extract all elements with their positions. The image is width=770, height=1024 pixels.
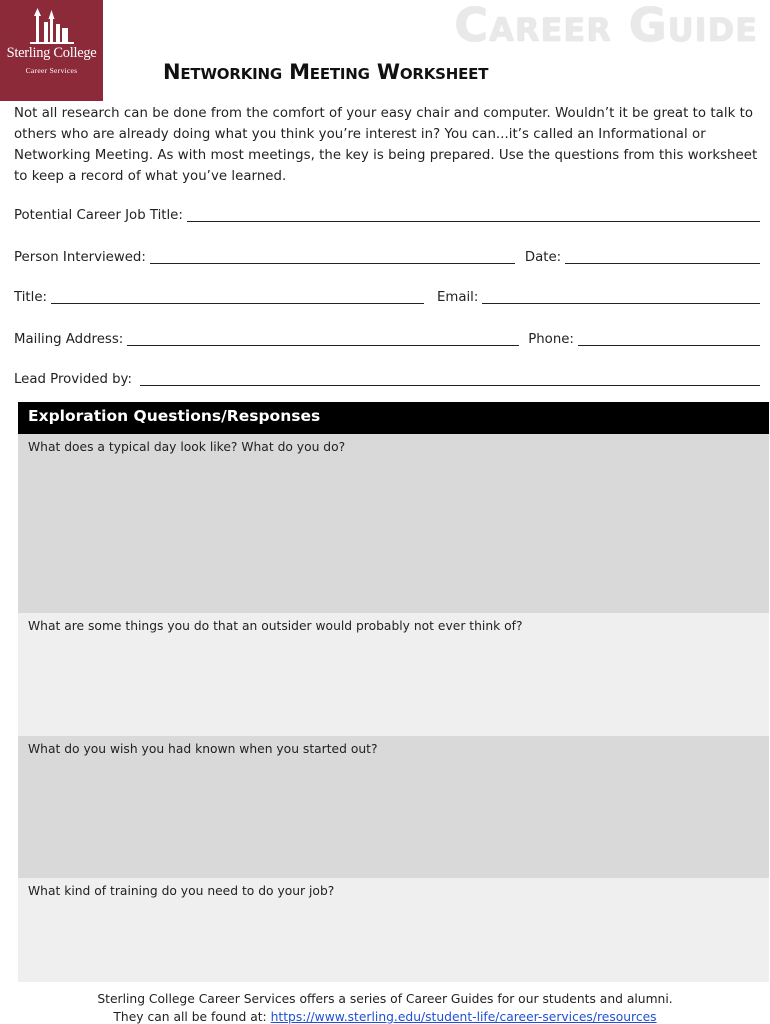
- title-field[interactable]: [51, 290, 424, 304]
- date-label: Date:: [524, 250, 562, 265]
- address-phone-row: [14, 329, 760, 349]
- question-response-box[interactable]: [18, 736, 769, 878]
- sterling-college-logo: [0, 0, 103, 101]
- person-date-row: [14, 247, 760, 267]
- lead-row: [14, 369, 760, 389]
- footer: [0, 990, 770, 1024]
- person-interviewed-field[interactable]: [150, 250, 515, 264]
- page-title: Networking Meeting Worksheet: [163, 60, 489, 84]
- question-response-box[interactable]: [18, 434, 769, 613]
- logo-services: Career Services: [25, 66, 78, 75]
- questions-header: Exploration Questions/Responses: [18, 402, 769, 434]
- email-label: Email:: [436, 290, 479, 305]
- footer-prefix: They can all be found at:: [113, 1010, 271, 1024]
- mailing-address-label: Mailing Address:: [14, 332, 124, 347]
- college-building-icon: [28, 8, 76, 46]
- footer-line-2: [0, 1008, 770, 1024]
- question-text: What are some things you do that an outsider would probably not ever think of?: [28, 619, 523, 633]
- question-text: What does a typical day look like? What do you do?: [28, 440, 346, 454]
- mailing-address-field[interactable]: [127, 332, 519, 346]
- lead-field[interactable]: [140, 372, 760, 386]
- resources-link[interactable]: https://www.sterling.edu/student-life/career-services/resources: [270, 1010, 657, 1024]
- phone-field[interactable]: [578, 332, 760, 346]
- question-text: What do you wish you had known when you started out?: [28, 742, 378, 756]
- question-response-box[interactable]: [18, 613, 769, 736]
- title-label: Title:: [14, 290, 47, 305]
- title-email-row: [14, 287, 760, 307]
- phone-label: Phone:: [528, 332, 574, 347]
- career-guide-brand: Career Guide: [454, 0, 758, 52]
- footer-line-1: Sterling College Career Services offers a series of Career Guides for our students and alumni.: [97, 992, 673, 1006]
- career-title-row: [14, 205, 760, 225]
- career-title-field[interactable]: [187, 208, 760, 222]
- lead-label: Lead Provided by:: [14, 372, 132, 387]
- logo-college-name: Sterling College: [6, 45, 97, 61]
- career-title-label: Potential Career Job Title:: [14, 208, 183, 223]
- date-field[interactable]: [565, 250, 760, 264]
- email-field[interactable]: [482, 290, 760, 304]
- person-interviewed-label: Person Interviewed:: [14, 250, 146, 265]
- question-text: What kind of training do you need to do your job?: [28, 884, 335, 898]
- question-response-box[interactable]: [18, 878, 769, 982]
- intro-paragraph: Not all research can be done from the comfort of your easy chair and computer. Wouldn’t it be great to talk to others who are already doing what you think you’re interest in? You can...it’s called an Informational or Networking Meeting. As with most meetings, the key is being prepared. Use the questions from this worksheet to keep a record of what you’ve learned.: [14, 106, 758, 184]
